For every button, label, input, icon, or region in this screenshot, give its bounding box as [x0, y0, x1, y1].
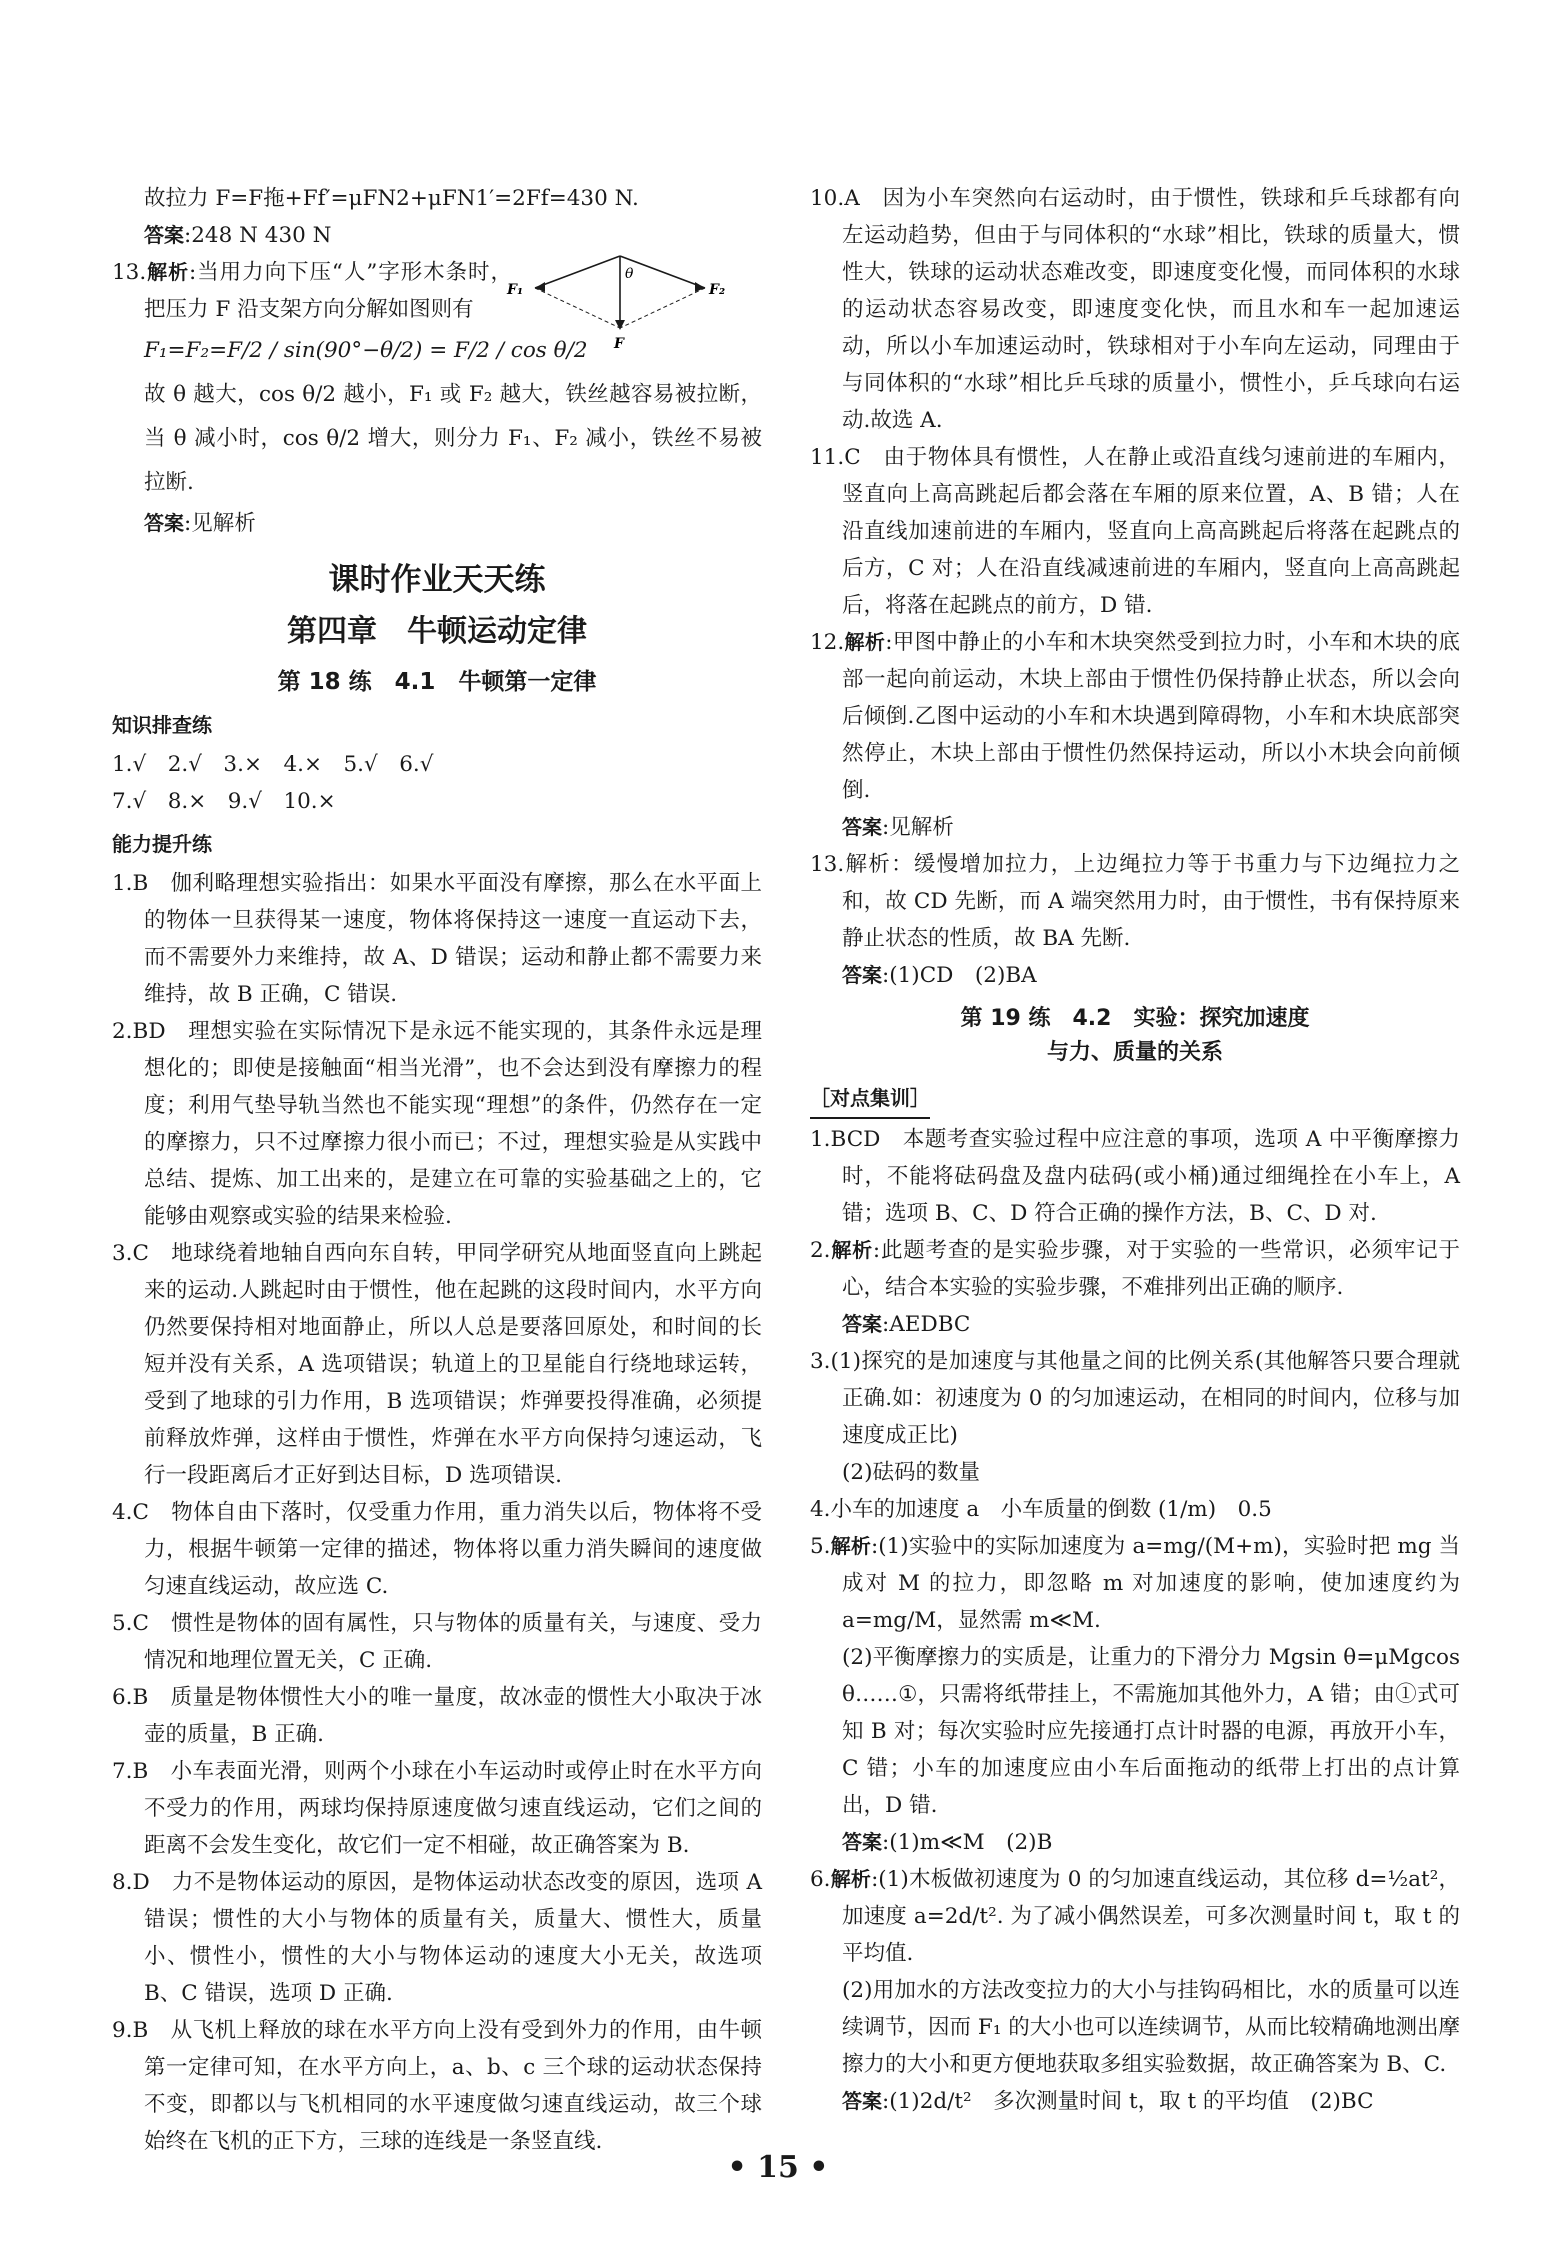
- force-diagram: [495, 248, 745, 358]
- answer-text: :见解析: [882, 815, 954, 840]
- answer-label: 答案: [842, 815, 882, 839]
- analysis-label: 解析: [844, 630, 886, 654]
- answer-line: [112, 505, 762, 542]
- answer-label: 答案: [842, 963, 882, 987]
- question-2: [810, 1232, 1460, 1306]
- answer-line: [810, 957, 1460, 994]
- diagram-line: [620, 288, 705, 328]
- list-item: 13.解析：缓慢增加拉力，上边绳拉力等于书重力与下边绳拉力之和，故 CD 先断，而 A 端突然用力时，由于惯性，书有保持原来静止状态的性质，故 BA 先断.: [810, 852, 1460, 951]
- subsection-heading: ［对点集训］: [810, 1080, 930, 1119]
- answer-line: [810, 1824, 1460, 1861]
- answer-line: [810, 2083, 1460, 2120]
- answer-label: 答案: [842, 2089, 882, 2113]
- list-item: 6.B 质量是物体惯性大小的唯一量度，故冰壶的惯性大小取决于冰壶的质量，B 正确.: [112, 1685, 762, 1747]
- analysis-text: :(1)实验中的实际加速度为 a=mg/(M+m)，实验时把 mg 当成对 M 的拉力，即忽略 m 对加速度的影响，使加速度约为 a=mg/M，显然需 m≪M.: [842, 1534, 1460, 1633]
- list-item: 3.(1)探究的是加速度与其他量之间的比例关系(其他解答只要合理就正确.如：初速度为 0 的匀加速运动，在相同的时间内，位移与加速度成正比): [810, 1349, 1460, 1448]
- list-item: 10.A 因为小车突然向右运动时，由于惯性，铁球和乒乓球都有向左运动趋势，但由于与同体积的“水球”相比，铁球的质量大，惯性大，铁球的运动状态难改变，即速度变化慢，而同体积的水球的运动状态容易改变，即速度变化快，而且水和车一起加速运动，所以小车加速运动时，铁球相对于小车向左运动，同理由于与同体积的“水球”相比乒乓球的质量小，惯性小，乒乓球向右运动.故选 A.: [810, 186, 1460, 433]
- question-number: 6.: [810, 1867, 831, 1892]
- lesson-title-line: 与力、质量的关系: [1046, 1040, 1223, 1065]
- list-item: 11.C 由于物体具有惯性，人在静止或沿直线匀速前进的车厢内，竖直向上高高跳起后都会落在车厢的原来位置，A、B 错；人在沿直线加速前进的车厢内，竖直向上高高跳起后将落在起跳点的后方，C 对；人在沿直线减速前进的车厢内，竖直向上高高跳起后，将落在起跳点的前方，D 错.: [810, 445, 1460, 618]
- answer-label: 答案: [842, 1830, 882, 1854]
- left-column: [112, 180, 762, 2160]
- f2-label: F₂: [709, 282, 726, 298]
- lesson-title: 第 18 练 4.1 牛顿第一定律: [277, 669, 597, 695]
- question-number: 2.: [810, 1238, 831, 1263]
- analysis-text: :此题考查的是实验步骤，对于实验的一些常识，必须牢记于心，结合本实验的实验步骤，不难排列出正确的顺序.: [842, 1238, 1460, 1300]
- list-item: 7.B 小车表面光滑，则两个小球在小车运动时或停止时在水平方向不受力的作用，两球均保持原速度做匀速直线运动，它们之间的距离不会发生变化，故它们一定不相碰，故正确答案为 B.: [112, 1759, 762, 1858]
- question-12: [810, 624, 1460, 809]
- question-number: 13.: [112, 260, 147, 285]
- answer-label: 答案: [842, 1312, 882, 1336]
- subsection-heading: 知识排查练: [112, 713, 212, 737]
- text-line: 故拉力 F=F拖+Ff′=μFN2+μFN1′=2Ff=430 N.: [144, 186, 639, 211]
- f1-label: F₁: [507, 282, 524, 298]
- answer-text: :见解析: [184, 511, 256, 536]
- answer-text: :AEDBC: [882, 1312, 971, 1337]
- answer-text: :(1)CD (2)BA: [882, 963, 1037, 988]
- question-number: 5.: [810, 1534, 831, 1559]
- list-item: 1.B 伽利略理想实验指出：如果水平面没有摩擦，那么在水平面上的物体一旦获得某一速度，物体将保持这一速度一直运动下去，而不需要外力来维持，故 A、D 错误；运动和静止都不需要力来维持，故 B 正确，C 错误.: [112, 871, 762, 1007]
- lesson-title: [810, 1002, 1460, 1070]
- list-item: 4.C 物体自由下落时，仅受重力作用，重力消失以后，物体将不受力，根据牛顿第一定律的描述，物体将以重力消失瞬间的速度做匀速直线运动，故应选 C.: [112, 1500, 762, 1599]
- list-item: 4.小车的加速度 a 小车质量的倒数 (1/m) 0.5: [810, 1497, 1272, 1522]
- right-column: [810, 180, 1460, 2120]
- list-item: 3.C 地球绕着地轴自西向东自转，甲同学研究从地面竖直向上跳起来的运动.人跳起时由于惯性，他在起跳的这段时间内，水平方向仍然要保持相对地面静止，所以人总是要落回原处，和时间的长短并没有关系，A 选项错误；轨道上的卫星能自行绕地球运转，受到了地球的引力作用，B 选项错误；炸弹要投得准确，必须提前释放炸弹，这样由于惯性，炸弹在水平方向保持匀速运动，飞行一段距离后才正好到达目标，D 选项错误.: [112, 1241, 762, 1488]
- list-item: 1.BCD 本题考查实验过程中应注意的事项，选项 A 中平衡摩擦力时，不能将砝码盘及盘内砝码(或小桶)通过细绳拴在小车上，A 错；选项 B、C、D 符合正确的操作方法，B、C、D 对.: [810, 1127, 1460, 1226]
- list-item: 5.C 惯性是物体的固有属性，只与物体的质量有关，与速度、受力情况和地理位置无关，C 正确.: [112, 1611, 762, 1673]
- page-number: • 15 •: [727, 2150, 829, 2185]
- question-number: 12.: [810, 630, 845, 655]
- answer-line: [810, 1306, 1460, 1343]
- text-line: 故 θ 越大，cos θ/2 越小，F₁ 或 F₂ 越大，铁丝越容易被拉断，当 θ 减小时，cos θ/2 增大，则分力 F₁、F₂ 减小，铁丝不易被拉断.: [144, 382, 762, 495]
- lesson-title-line: 第 19 练 4.2 实验：探究加速度: [960, 1006, 1310, 1031]
- analysis-text: :(1)木板做初速度为 0 的匀加速直线运动，其位移 d=½at²，加速度 a=2d/t². 为了减小偶然误差，可多次测量时间 t，取 t 的平均值.: [842, 1867, 1460, 1966]
- answer-text: :(1)m≪M (2)B: [882, 1830, 1053, 1855]
- list-item: 2.BD 理想实验在实际情况下是永远不能实现的，其条件永远是理想化的；即使是接触面“相当光滑”，也不会达到没有摩擦力的程度；利用气垫导轨当然也不能实现“理想”的条件，仍然存在一定的摩擦力，只不过摩擦力很小而已；不过，理想实验是从实践中总结、提炼、加工出来的，是建立在可靠的实验基础之上的，它能够由观察或实验的结果来检验.: [112, 1019, 762, 1229]
- list-item: 8.D 力不是物体运动的原因，是物体运动状态改变的原因，选项 A 错误；惯性的大小与物体的质量有关，质量大、惯性大，质量小、惯性小，惯性的大小与物体运动的速度大小无关，故选项 B、C 错误，选项 D 正确.: [112, 1870, 762, 2006]
- f-label: F: [614, 336, 624, 352]
- arrowhead-icon: [615, 320, 625, 330]
- analysis-text: :当用力向下压“人”字形木条时，把压力 F 沿支架方向分解如图则有: [144, 260, 512, 322]
- formula-line: F₁=F₂=F/2 / sin(90°−θ/2) = F/2 / cos θ/2: [144, 338, 588, 363]
- question-6: [810, 1861, 1460, 1972]
- analysis-label: 解析: [830, 1534, 871, 1558]
- diagram-line: [535, 256, 620, 288]
- text-line: (2)砝码的数量: [842, 1460, 980, 1485]
- analysis-label: 解析: [830, 1238, 873, 1262]
- check-answers: 7.√ 8.× 9.√ 10.×: [112, 789, 336, 814]
- text-line: (2)用加水的方法改变拉力的大小与挂钩码相比，水的质量可以连续调节，因而 F₁ 的大小也可以连续调节，从而比较精确地测出摩擦力的大小和更方便地获取多组实验数据，故正确答案为 B、C.: [842, 1978, 1460, 2077]
- analysis-label: 解析: [146, 260, 190, 284]
- analysis-text: :甲图中静止的小车和木块突然受到拉力时，小车和木块的底部一起向前运动，木块上部由于惯性仍保持静止状态，所以会向后倾倒.乙图中运动的小车和木块遇到障碍物，小车和木块底部突然停止，木块上部由于惯性仍然保持运动，所以小木块会向前倾倒.: [842, 630, 1461, 803]
- answer-text: :248 N 430 N: [184, 223, 332, 248]
- answer-line: [810, 809, 1460, 846]
- subsection-heading: 能力提升练: [112, 832, 212, 856]
- analysis-label: 解析: [830, 1867, 872, 1891]
- chapter-title: 第四章 牛顿运动定律: [287, 614, 587, 649]
- list-item: 9.B 从飞机上释放的球在水平方向上没有受到外力的作用，由牛顿第一定律可知，在水平方向上，a、b、c 三个球的运动状态保持不变，即都以与飞机相同的水平速度做匀速直线运动，故三个球始终在飞机的正下方，三球的连线是一条竖直线.: [112, 2018, 762, 2154]
- answer-text: :(1)2d/t² 多次测量时间 t，取 t 的平均值 (2)BC: [882, 2089, 1374, 2114]
- check-answers: 1.√ 2.√ 3.× 4.× 5.√ 6.√: [112, 752, 434, 777]
- diagram-line: [535, 288, 620, 328]
- text-line: (2)平衡摩擦力的实质是，让重力的下滑分力 Mgsin θ=μMgcos θ……①，只需将纸带挂上，不需施加其他外力，A 错；由①式可知 B 对；每次实验时应先接通打点计时器的电源，再放开小车，C 错；小车的加速度应由小车后面拖动的纸带上打出的点计算出，D 错.: [842, 1645, 1460, 1818]
- section-title: 课时作业天天练: [328, 562, 546, 598]
- answer-label: 答案: [144, 223, 184, 247]
- answer-label: 答案: [144, 511, 184, 535]
- question-5: [810, 1528, 1460, 1639]
- theta-label: θ: [625, 266, 634, 282]
